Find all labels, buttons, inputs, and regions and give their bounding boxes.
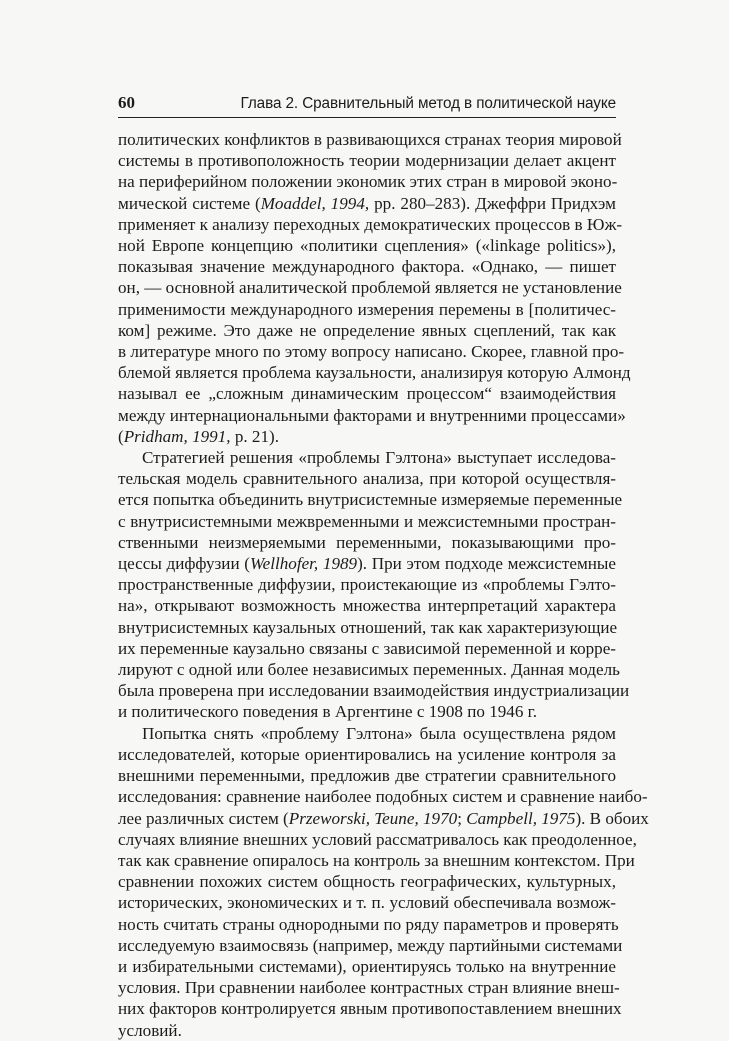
text-line <box>118 193 616 214</box>
text-line: политических конфликтов в развивающихся странах теория мировой <box>118 130 622 149</box>
body-text <box>118 129 649 1041</box>
text-line: их переменные каузально связаны с зависимой переменной и корре- <box>118 638 616 658</box>
text-line: на», открывают возможность множества интерпретаций характера <box>118 596 616 616</box>
text-line: применимости международного измерения перемены в [политичес- <box>118 299 616 319</box>
text-line: так как сравнение опиралось на контроль за внешним контекстом. При <box>118 850 635 870</box>
text-run: лее различных систем ( <box>118 808 289 828</box>
text-line <box>118 553 616 574</box>
text-line: между интернациональными факторами и внутренними процессами» <box>118 405 626 425</box>
page-header <box>118 91 616 118</box>
text-line: применяет к анализу переходных демократических процессов в Юж- <box>118 214 623 234</box>
text-line: исследуемую взаимосвязь (например, между партийными системами <box>118 935 623 955</box>
text-line: ется попытка объединить внутрисистемные измеряемые переменные <box>118 490 623 510</box>
citation-italic: Przeworski, Teune, 1970 <box>288 808 458 828</box>
text-line: ственными неизмеряемыми переменными, показывающими про- <box>118 532 616 552</box>
text-line: исследователей, которые ориентировались на усиление контроля за <box>118 744 616 764</box>
text-line: он, — основной аналитической проблемой является не установление <box>118 278 622 298</box>
running-title: Глава 2. Сравнительный метод в политической науке <box>240 95 616 112</box>
text-run: мической системе ( <box>118 193 261 213</box>
text-line: на периферийном положении экономик этих стран в мировой эконо- <box>118 172 618 192</box>
text-line: системы в противоположность теории модернизации делает акцент <box>118 151 616 171</box>
text-line: случаях влияние внешних условий рассматривалось как преодоленное, <box>118 829 637 849</box>
text-line <box>118 426 616 447</box>
text-line: в литературе много по этому вопросу написано. Скорее, главной про- <box>118 342 625 362</box>
text-line: исследования: сравнение наиболее подобных систем и сравнение наибо- <box>118 787 648 807</box>
text-line: лируют с одной или более независимых переменных. Данная модель <box>118 660 620 680</box>
text-run: pp. 280–283). Джеффри Придхэм <box>369 193 616 213</box>
citation-italic: Wellhofer, 1989 <box>249 554 358 574</box>
text-line: сравнении похожих систем общность географических, культурных, <box>118 872 616 892</box>
text-line: внутрисистемных каузальных отношений, так как характеризующие <box>118 617 618 637</box>
text-run: ; <box>457 808 467 828</box>
text-line: и политического поведения в Аргентине с 1908 по 1946 г. <box>118 702 538 722</box>
text-line: пространственные диффузии, проистекающие из «проблемы Гэлто- <box>118 575 616 595</box>
text-line: исторических, экономических и т. п. условий обеспечивала возмож- <box>118 893 616 913</box>
text-run: ). При этом подходе межсистемные <box>357 554 616 574</box>
text-run: ). В обоих <box>575 808 649 828</box>
page-number: 60 <box>118 93 135 112</box>
text-line: и избирательными системами), ориентируясь только на внутренние <box>118 956 616 976</box>
text-line: тельская модель сравнительного анализа, при которой осуществля- <box>118 469 616 489</box>
text-line: с внутрисистемными межвременными и межсистемными простран- <box>118 511 616 531</box>
text-line <box>118 808 649 829</box>
text-line: ной Европе концепцию «политики сцепления» («linkage politics»), <box>118 236 616 256</box>
text-run: цессы диффузии ( <box>118 554 250 574</box>
paragraph <box>118 447 630 723</box>
text-line: была проверена при исследовании взаимодействия индустриализации <box>118 681 630 701</box>
text-line: называл ее „сложным динамическим процессом“ взаимодействия <box>118 384 616 404</box>
text-run: p. 21). <box>230 426 279 446</box>
paragraph <box>118 129 631 447</box>
text-line: ность считать страны однородными по ряду параметров и проверять <box>118 914 619 934</box>
text-line: них факторов контролируется явным противопоставлением внешних <box>118 999 622 1019</box>
text-run: ( <box>118 426 124 446</box>
text-line: Попытка снять «проблему Гэлтона» была осуществлена рядом <box>142 723 616 743</box>
citation-italic: Moaddel, 1994, <box>260 193 370 213</box>
text-line: Стратегией решения «проблемы Гэлтона» выступает исследова- <box>142 448 616 468</box>
text-line: условия. При сравнении наиболее контрастных стран влияние внеш- <box>118 978 620 998</box>
text-line: условий. <box>118 1020 182 1040</box>
text-line: блемой является проблема каузальности, анализируя которую Алмонд <box>118 363 631 383</box>
paragraph <box>118 723 649 1041</box>
citation-italic: Campbell, 1975 <box>466 808 576 828</box>
text-line: показывая значение международного фактора. «Однако, — пишет <box>118 257 616 277</box>
text-line: внешними переменными, предложив две стратегии сравнительного <box>118 766 616 786</box>
citation-italic: Pridham, 1991, <box>123 426 231 446</box>
text-line: ком] режиме. Это даже не определение явных сцеплений, так как <box>118 320 616 340</box>
